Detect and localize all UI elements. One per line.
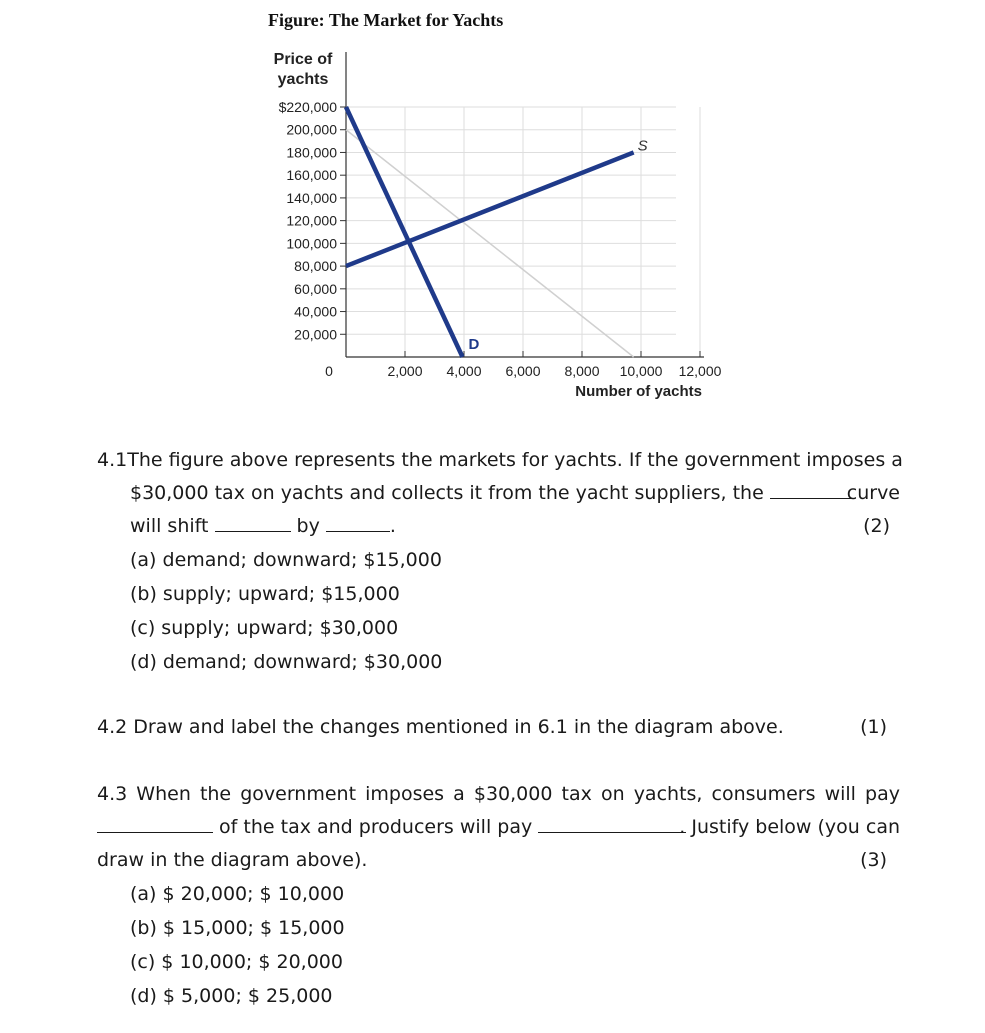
- q43-blank-consumers: [97, 814, 213, 833]
- y-axis-label-line2: yachts: [277, 71, 329, 88]
- y-tick-label-9: 40,000: [294, 303, 337, 320]
- q41-option-a: (a) demand; downward; $15,000: [130, 549, 442, 571]
- x-tick-label-0: 2,000: [387, 363, 423, 379]
- question-4-1: [97, 444, 907, 684]
- question-4-2: [97, 711, 887, 745]
- y-tick-label-10: 20,000: [294, 326, 337, 343]
- q43-line1: 4.3 When the government imposes a $30,000 tax on yachts, consumers will pay: [97, 783, 900, 805]
- y-tick-label-6: 100,000: [286, 235, 337, 252]
- q43-justify-text: . Justify below (you can: [679, 816, 900, 838]
- q41-line2-text: $30,000 tax on yachts and collects it from the yacht suppliers, the: [130, 482, 764, 504]
- y-tick-label-2: 180,000: [286, 144, 337, 161]
- y-tick-label-7: 80,000: [294, 258, 337, 275]
- q41-blank-direction: [215, 513, 291, 532]
- question-4-3: [97, 778, 900, 1018]
- q43-option-c: (c) $ 10,000; $ 20,000: [130, 951, 343, 973]
- q43-option-d: (d) $ 5,000; $ 25,000: [130, 985, 333, 1007]
- yacht-market-chart: [0, 0, 985, 410]
- q41-line2: [130, 477, 900, 510]
- y-tick-label-8: 60,000: [294, 280, 337, 297]
- y-tick-label-0: $220,000: [278, 99, 337, 115]
- y-axis-label-line1: Price of: [273, 51, 333, 68]
- q43-option-b: (b) $ 15,000; $ 15,000: [130, 917, 345, 939]
- series-line-d: [346, 107, 463, 357]
- y-tick-label-5: 120,000: [286, 212, 337, 229]
- y-tick-label-4: 140,000: [286, 189, 337, 206]
- x-axis-label: Number of yachts: [575, 383, 702, 400]
- y-tick-label-3: 160,000: [286, 167, 337, 184]
- demand-label: D: [468, 336, 480, 353]
- x-tick-label-5: 12,000: [678, 363, 722, 379]
- q41-period: .: [389, 515, 396, 537]
- supply-label: S: [637, 137, 648, 155]
- figure-title: Figure: The Market for Yachts: [268, 10, 504, 30]
- q41-line3: [130, 510, 890, 543]
- q41-line1-text: The figure above represents the markets for yachts. If the government imposes a: [127, 449, 903, 471]
- q43-line3: draw in the diagram above).: [97, 849, 368, 871]
- q41-by: by: [296, 515, 320, 537]
- q41-option-b: (b) supply; upward; $15,000: [130, 583, 400, 605]
- x-tick-label-3: 8,000: [564, 363, 600, 379]
- q41-blank-amount: [326, 513, 390, 532]
- x-tick-label-4: 10,000: [619, 363, 663, 379]
- origin-label: 0: [325, 363, 333, 379]
- q43-line2-text: of the tax and producers will pay: [219, 816, 533, 838]
- y-tick-label-1: 200,000: [286, 121, 337, 138]
- q41-option-c: (c) supply; upward; $30,000: [130, 617, 399, 639]
- q43-line2: [97, 811, 900, 844]
- q43-marks: (3): [860, 849, 887, 871]
- q42-marks: (1): [860, 716, 887, 738]
- x-tick-label-2: 6,000: [505, 363, 541, 379]
- q42-text: 4.2 Draw and label the changes mentioned in 6.1 in the diagram above.: [97, 716, 784, 738]
- q41-curve-word: curve: [846, 482, 900, 504]
- q41-will-shift: will shift: [130, 515, 209, 537]
- q41-option-d: (d) demand; downward; $30,000: [130, 651, 443, 673]
- series-line-s: [346, 152, 634, 266]
- q41-line1: [97, 444, 903, 477]
- q41-number: 4.1: [97, 449, 128, 471]
- x-tick-label-1: 4,000: [446, 363, 482, 379]
- q41-blank-curve: [770, 480, 852, 499]
- q43-option-a: (a) $ 20,000; $ 10,000: [130, 883, 345, 905]
- q41-marks: (2): [863, 515, 890, 537]
- q43-blank-producers: [538, 814, 686, 833]
